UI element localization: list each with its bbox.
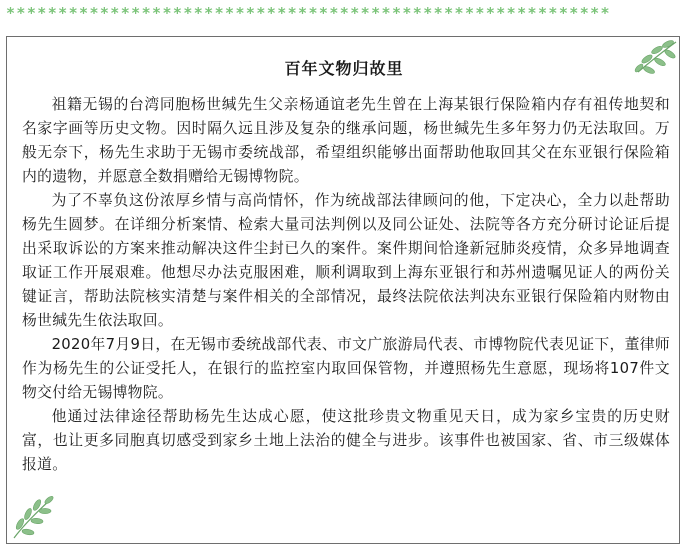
article-title: 百年文物归故里 (284, 59, 404, 78)
leaf-branch-icon (10, 494, 56, 540)
paragraph: 2020年7月9日，在无锡市委统战部代表、市文广旅游局代表、市博物院代表见证下，董律师作为杨先生的公证受托人，在银行的监控室内取回保管物，并遵照杨先生意愿，现场将107件文物交付给无锡博物院。 (22, 336, 670, 401)
paragraph: 祖籍无锡的台湾同胞杨世缄先生父亲杨通谊老先生曾在上海某银行保险箱内存有祖传地契和名家字画等历史文物。因时隔久远且涉及复杂的继承问题，杨世缄先生多年努力仍无法取回。万般无奈下，杨先生求助于无锡市委统战部，希望组织能够出面帮助他取回其父在东亚银行保险箱内的遗物，并愿意全数捐赠给无锡博物院。 (22, 96, 670, 185)
article-body (22, 93, 670, 477)
star-border-decoration: ********************************************************** (6, 4, 611, 22)
paragraph: 他通过法律途径帮助杨先生达成心愿，使这批珍贵文物重见天日，成为家乡宝贵的历史财富，也让更多同胞真切感受到家乡土地上法治的健全与进步。该事件也被国家、省、市三级媒体报道。 (22, 408, 670, 473)
paragraph: 为了不辜负这份浓厚乡情与高尚情怀，作为统战部法律顾问的他，下定决心，全力以赴帮助杨先生圆梦。在详细分析案情、检索大量司法判例以及同公证处、法院等各方充分研讨论证后提出采取诉讼的方案来推动解决这件尘封已久的案件。案件期间恰逢新冠肺炎疫情，众多异地调查取证工作开展艰难。他想尽办法克服困难，顺利调取到上海东亚银行和苏州遗嘱见证人的两份关键证言，帮助法院核实清楚与案件相关的全部情况，最终法院依法判决东亚银行保险箱内财物由杨世缄先生依法取回。 (22, 192, 670, 329)
